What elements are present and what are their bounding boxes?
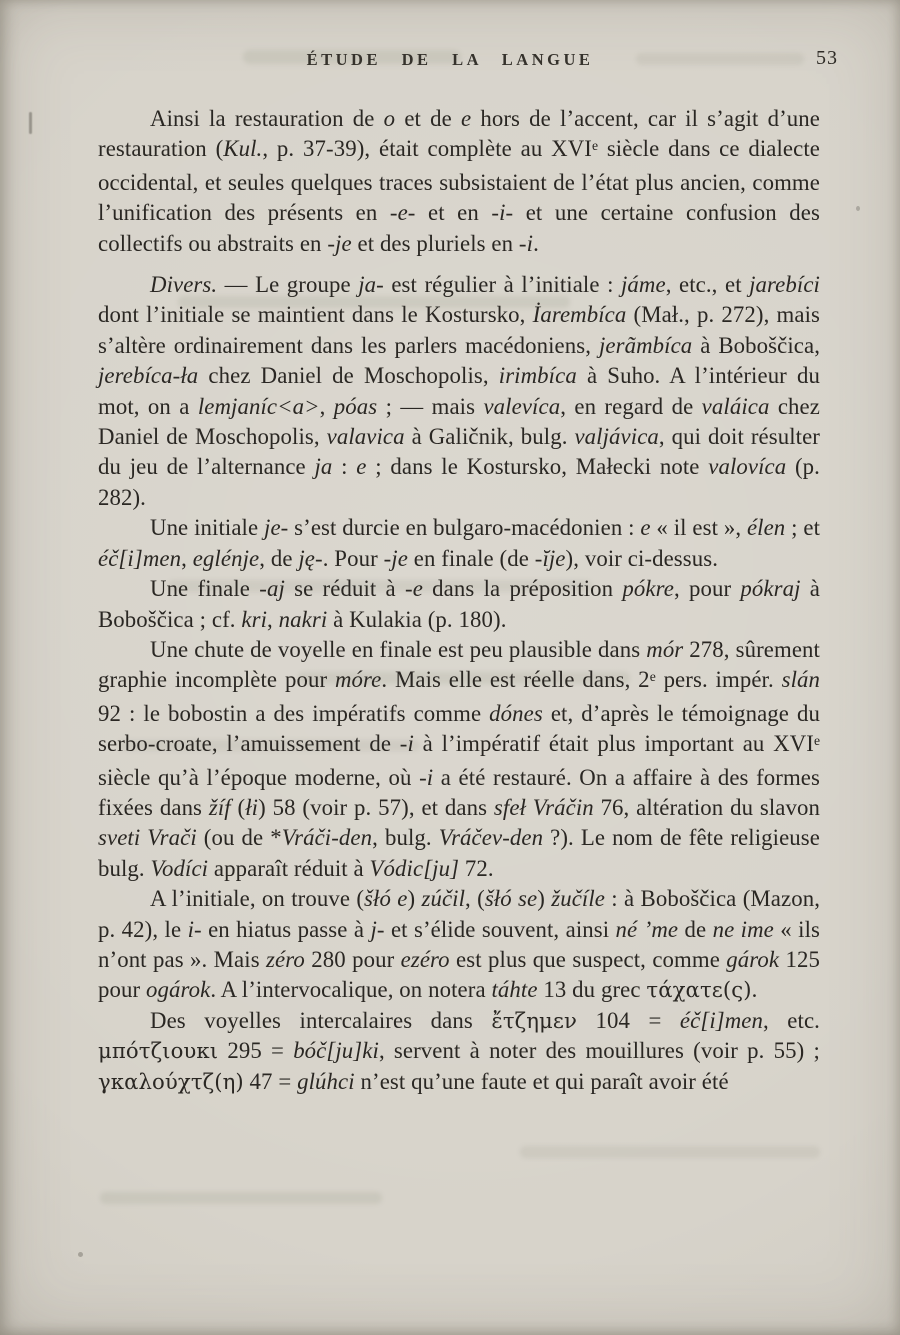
text-run: e: [649, 669, 656, 685]
text-run: Une chute de voyelle en finale est peu plausible dans: [150, 636, 647, 662]
italic-term: valáica: [701, 393, 770, 419]
italic-term: irimbíca: [498, 363, 577, 389]
text-run: , servent à noter des mouillures (voir p. 55) ;: [378, 1038, 820, 1064]
text-run: à Suho. A l’intérieur du mot, on a: [98, 363, 820, 419]
paragraph: [98, 884, 820, 1006]
text-run: , p. 37-39), était complète au XVI: [262, 136, 592, 162]
italic-term: İarembíca: [532, 302, 627, 328]
text-run: 13 du grec: [537, 977, 647, 1003]
text-run: 280 pour: [304, 946, 401, 972]
italic-term: jerebíca-ła: [98, 363, 199, 389]
print-speck: [856, 206, 860, 211]
italic-term: -e: [405, 576, 423, 602]
text-run: est régulier à l’initiale :: [383, 272, 621, 298]
print-speck: [29, 112, 32, 134]
italic-term: né ’me: [615, 916, 679, 942]
text-run: ): [537, 886, 552, 912]
italic-term: póas: [333, 393, 378, 419]
italic-term: mór: [646, 636, 684, 662]
paragraph: [98, 270, 820, 513]
text-run: , etc., et: [665, 272, 750, 298]
italic-term: Vódic[ju]: [369, 855, 460, 881]
text-run: e: [813, 732, 821, 748]
text-run: — Le groupe: [217, 272, 359, 298]
italic-term: e: [356, 454, 367, 480]
text-run: (: [230, 794, 246, 820]
greek-term: μπότζιουκι: [98, 1038, 219, 1064]
text-run: à Kulakia (p. 180).: [327, 606, 507, 632]
text-run: , (: [465, 886, 485, 912]
text-run: e: [591, 138, 599, 154]
text-run: :: [332, 454, 357, 480]
text-run: ; et: [785, 515, 821, 541]
italic-term: ogárok: [146, 977, 211, 1003]
text-run: en hiatus passe à: [201, 916, 371, 942]
italic-term: sveti Vrači: [98, 825, 197, 851]
paragraph: [98, 513, 820, 574]
text-run: chez Daniel de Moschopolis,: [198, 363, 499, 389]
text-run: : à Boboščica (Mazon, p. 42), le: [98, 886, 820, 942]
italic-term: slán: [781, 667, 820, 693]
italic-term: je-: [264, 515, 289, 541]
greek-term: γκαλούχτζ(η): [98, 1068, 244, 1094]
text-run: siècle dans ce dialecte occidental, et seules quelques traces subsistaient de l’état plus ancien, comme l’unification des présents en: [98, 136, 820, 226]
text-run: , pour: [673, 576, 741, 602]
italic-term: -i: [518, 230, 534, 256]
italic-term: -ĭje: [534, 545, 566, 571]
paragraph: [98, 635, 820, 884]
italic-term: glúhci: [297, 1068, 355, 1094]
italic-term: -aj: [259, 576, 285, 602]
italic-term: jáme: [621, 272, 666, 298]
text-run: 47 =: [243, 1068, 298, 1094]
italic-term: ezéro: [400, 946, 450, 972]
text-run: . A l’intervocalique, on notera: [210, 977, 492, 1003]
italic-term: eglénje: [192, 545, 260, 571]
italic-term: élen: [746, 515, 786, 541]
italic-term: ja: [314, 454, 333, 480]
text-run: Une finale: [150, 576, 260, 602]
italic-term: zéro: [266, 946, 305, 972]
text-run: , bulg.: [372, 825, 439, 851]
italic-term: žučíle: [551, 886, 605, 912]
italic-term: nakri: [278, 606, 328, 632]
italic-term: pókraj: [740, 576, 801, 602]
italic-term: táhte: [491, 977, 538, 1003]
italic-term: éč[i]men: [98, 545, 182, 571]
page-number: 53: [816, 47, 838, 69]
italic-term: éč[i]men: [679, 1007, 764, 1033]
text-run: à Galičnik, bulg.: [404, 424, 575, 450]
text-run: s’est durcie en bulgaro-macédonien :: [288, 515, 641, 541]
running-title: ÉTUDE DE LA LANGUE: [306, 50, 594, 69]
italic-term: zúčil: [421, 886, 466, 912]
text-run: ,: [267, 606, 279, 632]
text-run: , en regard de: [560, 393, 702, 419]
page-header: [0, 47, 900, 70]
italic-term: valavica: [326, 424, 405, 450]
text-run: se réduit à: [284, 576, 405, 602]
italic-term: -je: [327, 230, 352, 256]
ink-showthrough: [100, 1192, 382, 1204]
ink-showthrough: [520, 1146, 820, 1158]
text-run: est plus que suspect, comme: [449, 946, 727, 972]
text-run: et s’élide souvent, ainsi: [384, 916, 616, 942]
italic-term: ne ime: [712, 916, 774, 942]
text-run: ,: [181, 545, 193, 571]
italic-term: Divers.: [150, 272, 218, 298]
italic-term: -je: [383, 545, 408, 571]
print-speck: [78, 1252, 83, 1257]
text-run: en finale (de: [407, 545, 535, 571]
italic-term: łi: [245, 794, 259, 820]
text-run: (ou de *: [196, 825, 282, 851]
text-run: ; — mais: [377, 393, 484, 419]
text-run: à l’impératif était plus important au XVI: [413, 731, 814, 757]
italic-term: Kul.: [223, 136, 263, 162]
text-run: et des pluriels en: [351, 230, 519, 256]
italic-term: valevíca: [483, 393, 561, 419]
text-block: [98, 104, 820, 1097]
text-run: et, d’après le témoignage du serbo-croate, l’amuissement de: [98, 700, 820, 757]
paragraph: [98, 104, 820, 259]
italic-term: valjávica: [574, 424, 659, 450]
text-run: (p. 282).: [98, 454, 820, 510]
italic-term: kri: [241, 606, 268, 632]
italic-term: ja-: [358, 272, 384, 298]
text-run: de: [678, 916, 713, 942]
italic-term: šłó se: [484, 886, 538, 912]
text-run: ?). Le nom de fête religieuse bulg.: [98, 825, 820, 881]
text-run: 295 =: [218, 1038, 294, 1064]
italic-term: -i: [419, 764, 434, 790]
text-run: .: [751, 977, 758, 1003]
text-run: . Mais elle est réelle dans, 2: [381, 667, 650, 693]
greek-term: ἔτζημεν: [491, 1007, 577, 1033]
italic-term: j-: [370, 916, 385, 942]
paragraph: [98, 574, 820, 635]
italic-term: e: [640, 515, 651, 541]
text-run: et une certaine confusion des collectifs ou abstraits en: [98, 200, 820, 256]
text-run: , de: [259, 545, 299, 571]
text-run: chez Daniel de Moschopolis,: [98, 393, 820, 450]
italic-term: o: [383, 106, 396, 131]
italic-term: -i-: [491, 200, 514, 226]
text-run: Des voyelles intercalaires dans: [150, 1007, 492, 1033]
text-run: . Pour: [322, 545, 384, 571]
text-run: et de: [395, 106, 461, 131]
text-run: et en: [415, 200, 492, 226]
text-run: 278, sûrement graphie incomplète pour: [98, 636, 820, 693]
text-run: 92 : le bobostin a des impératifs comme: [98, 700, 490, 726]
paragraph: [98, 1006, 820, 1097]
italic-term: šłó e: [364, 886, 408, 912]
text-run: ,: [319, 393, 334, 419]
text-run: , qui doit résulter du jeu de l’alternance: [98, 424, 821, 480]
italic-term: dónes: [489, 700, 543, 726]
italic-term: bóč[ju]ki: [293, 1038, 379, 1064]
text-run: ; dans le Kostursko, Małecki note: [366, 454, 709, 480]
italic-term: Vodíci: [150, 855, 209, 881]
italic-term: móre: [334, 667, 382, 693]
italic-term: gárok: [726, 946, 780, 972]
text-run: dont l’initiale se maintient dans le Kostursko,: [98, 302, 533, 328]
text-run: , etc.: [763, 1007, 820, 1033]
text-run: 72.: [459, 855, 494, 881]
text-run: n’est qu’une faute et qui paraît avoir été: [354, 1068, 729, 1094]
italic-term: ję-: [298, 545, 323, 571]
text-run: apparaît réduit à: [208, 855, 370, 881]
italic-term: lemjaníc<a>: [197, 393, 320, 419]
text-run: Ainsi la restauration de: [150, 106, 384, 131]
text-run: (Mał., p. 272), mais s’altère ordinairement dans les parlers macédoniens,: [98, 302, 820, 358]
text-run: .: [533, 230, 539, 256]
text-run: ), voir ci-dessus.: [565, 545, 719, 571]
text-run: hors de l’accent, car il s’agit d’une restauration (: [98, 106, 820, 162]
text-run: 104 =: [576, 1007, 680, 1033]
italic-term: i-: [187, 916, 202, 942]
italic-term: -i: [399, 731, 414, 757]
italic-term: sfeł Vráčin: [493, 794, 594, 820]
italic-term: Vráči-den: [281, 825, 373, 851]
text-run: « il est »,: [650, 515, 747, 541]
text-run: 76, altération du slavon: [593, 794, 820, 820]
italic-term: e: [460, 106, 472, 131]
text-run: « ils n’ont pas ». Mais: [98, 916, 820, 972]
italic-term: valovíca: [708, 454, 787, 480]
text-run: A l’initiale, on trouve (: [150, 886, 365, 912]
text-run: dans la préposition: [422, 576, 623, 602]
text-run: à Boboščica ; cf.: [98, 576, 820, 632]
italic-term: -e-: [389, 200, 416, 226]
text-run: Une initiale: [150, 515, 265, 541]
italic-term: jarebíci: [749, 272, 820, 298]
text-run: ) 58 (voir p. 57), et dans: [258, 794, 494, 820]
italic-term: jerãmbíca: [598, 332, 693, 358]
text-run: ): [407, 886, 422, 912]
italic-term: Vráčev-den: [438, 825, 544, 851]
greek-term: τάχατε(ς): [646, 977, 752, 1003]
italic-term: žíf: [208, 794, 231, 820]
text-run: siècle qu’à l’époque moderne, où: [98, 764, 420, 790]
italic-term: pókre: [622, 576, 674, 602]
text-run: a été restauré. On a affaire à des formes fixées dans: [98, 764, 820, 820]
text-run: 125 pour: [98, 946, 820, 1003]
text-run: à Boboščica,: [692, 332, 820, 358]
text-run: pers. impér.: [655, 667, 782, 693]
